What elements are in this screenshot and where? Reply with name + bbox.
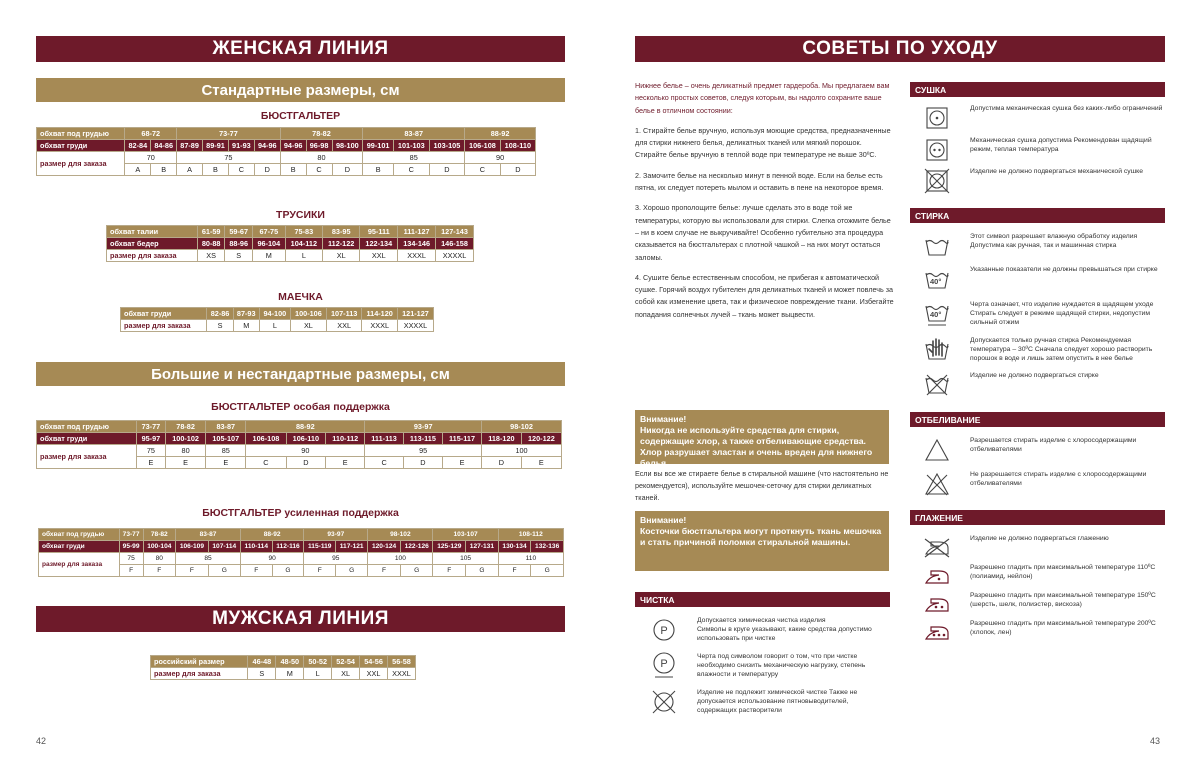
table-cell: 75 <box>136 445 165 457</box>
table-cell: 99-101 <box>363 140 394 152</box>
table-cell: F <box>240 565 272 577</box>
womens-line-title: ЖЕНСКАЯ ЛИНИЯ <box>36 36 565 62</box>
table-cell: XXXXL <box>397 320 433 332</box>
large-sizes-title: Большие и нестандартные размеры, см <box>36 362 565 386</box>
table-cell: 67-75 <box>252 226 285 238</box>
care-text: Разрешено гладить при максимальной температуре 200ºС (хлопок, лен) <box>970 620 1156 636</box>
wash-40-icon <box>918 265 956 293</box>
tumble-dry-icon <box>918 104 956 132</box>
table-header: размер для заказа <box>39 553 120 577</box>
table-cell: C <box>228 164 254 176</box>
table-cell: 106-109 <box>176 541 209 553</box>
table-cell: S <box>225 250 253 262</box>
care-item <box>918 619 1165 647</box>
care-text: Допускается только ручная стирка Рекомендуемая температура – 30ºС Сначала следует хорошо растворить порошок в воде и лишь затем опустить в нее белье <box>970 337 1153 362</box>
care-item <box>918 534 1165 562</box>
table-cell: C <box>365 457 404 469</box>
table-cell: 88-92 <box>465 128 536 140</box>
bra-special-title: БЮСТГАЛЬТЕР особая поддержка <box>211 401 390 413</box>
table-cell: 113-115 <box>403 433 442 445</box>
table-cell: 120-124 <box>368 541 401 553</box>
gentle-dry-clean-icon <box>645 652 683 680</box>
table-cell: 82-86 <box>207 308 233 320</box>
table-cell: F <box>433 565 466 577</box>
table-cell: 83-87 <box>206 421 246 433</box>
table-cell: 90 <box>465 152 536 164</box>
table-cell: 100 <box>368 553 433 565</box>
table-cell: 80 <box>166 445 206 457</box>
care-text: Механическая сушка допустима Рекомендован щадящий режим, теплая температура <box>970 137 1152 153</box>
table-cell: 68-72 <box>125 128 177 140</box>
table-cell: 85 <box>206 445 246 457</box>
table-cell: 120-122 <box>521 433 561 445</box>
table-cell: D <box>482 457 522 469</box>
table-cell: 78-82 <box>143 529 176 541</box>
table-cell: 95-97 <box>136 433 165 445</box>
table-cell: E <box>521 457 561 469</box>
table-cell: 48-50 <box>276 656 304 668</box>
table-cell: 112-122 <box>323 238 360 250</box>
table-cell: 88-92 <box>246 421 365 433</box>
table-cell: 96-98 <box>306 140 332 152</box>
table-cell: C <box>465 164 501 176</box>
care-text: Изделие не должно подвергаться стирке <box>970 372 1099 379</box>
table-cell: 96-104 <box>252 238 285 250</box>
table-cell: 117-121 <box>336 541 368 553</box>
table-cell: G <box>400 565 433 577</box>
table-header: размер для заказа <box>107 250 198 262</box>
table-cell: 100 <box>482 445 562 457</box>
tumble-dry-low-icon <box>918 136 956 164</box>
warning-underwire: Внимание! Косточки бюстгальтера могут проткнуть ткань мешочка и стать причиной поломки стиральной машины. <box>635 511 889 571</box>
table-cell: F <box>119 565 143 577</box>
care-text: Черта под символом говорит о том, что при чистке необходимо снизить механическую нагрузку, степень влажности и температуру <box>697 653 866 678</box>
table-cell: 103-107 <box>433 529 498 541</box>
table-cell: E <box>136 457 165 469</box>
table-row <box>39 553 564 565</box>
table-cell: B <box>203 164 229 176</box>
table-cell: 73-77 <box>177 128 281 140</box>
table-cell: F <box>143 565 176 577</box>
table-cell: 108-110 <box>500 140 535 152</box>
table-cell: 85 <box>176 553 241 565</box>
table-header: размер для заказа <box>121 320 207 332</box>
table-row <box>107 250 474 262</box>
care-text: Изделие не подлежит химической чистке Также не допускается использование пятновыводителей, содержащих растворители <box>697 689 858 714</box>
no-iron-icon <box>918 534 956 562</box>
table-cell: XS <box>197 250 225 262</box>
table-cell: XXL <box>326 320 362 332</box>
care-text: Разрешено гладить при максимальной температуре 150ºС (шерсть, шелк, полиэстер, вискоза) <box>970 592 1156 608</box>
cleaning-header: ЧИСТКА <box>635 592 890 607</box>
table-cell: G <box>208 565 240 577</box>
panties-size-table <box>106 225 474 262</box>
table-cell: 75-83 <box>285 226 322 238</box>
table-cell: 106-110 <box>286 433 326 445</box>
warning-chlorine: Внимание! Никогда не используйте средства для стирки, содержащие хлор, а также отбеливающие средства. Хлор разрушает эластан и очень вреден для нижнего белья. <box>635 410 889 464</box>
table-cell: 127-131 <box>466 541 499 553</box>
table-cell: 82-84 <box>125 140 151 152</box>
table-row <box>37 152 536 164</box>
table-cell: 80-88 <box>197 238 225 250</box>
care-text: Разрешено гладить при максимальной температуре 110ºС (полиамид, нейлон) <box>970 564 1156 580</box>
table-cell: 98-100 <box>332 140 363 152</box>
table-row <box>37 445 562 457</box>
table-header: обхват бедер <box>107 238 198 250</box>
table-cell: XXL <box>360 668 388 680</box>
table-cell: XXXL <box>362 320 398 332</box>
table-header: российский размер <box>151 656 248 668</box>
care-text: Этот символ разрешает влажную обработку изделия Допустима как ручная, так и машинная стирка <box>970 233 1138 249</box>
tip-paragraph: 3. Хорошо прополощите белье: лучше сделать это в воде той же температуры, которую вы использовали для стирки. Слегка отожмите белье – ни в коем случае не выкручивайте! Особенно губительно эта процедура сказывается на бюстгальтерах с плотной чашкой – на них могут остаться заломы. <box>635 203 891 262</box>
table-cell: 90 <box>240 553 303 565</box>
table-cell: 107-113 <box>326 308 362 320</box>
table-cell: G <box>272 565 304 577</box>
care-item <box>645 688 890 716</box>
table-cell: E <box>166 457 206 469</box>
care-item <box>918 167 1165 195</box>
table-cell: E <box>206 457 246 469</box>
care-text: Разрешается стирать изделие с хлоросодержащими отбеливателями <box>970 437 1137 453</box>
table-cell: G <box>531 565 564 577</box>
table-row <box>37 128 536 140</box>
table-cell: 73-77 <box>136 421 165 433</box>
table-row <box>37 140 536 152</box>
tip-paragraph: 2. Замочите белье на несколько минут в пенной воде. Если на белье есть пятна, их следует потереть мылом и оставить в пене на некоторое время. <box>635 170 884 193</box>
no-tumble-dry-icon <box>918 167 956 195</box>
table-cell: A <box>125 164 151 176</box>
table-cell: 88-92 <box>240 529 303 541</box>
care-item <box>918 232 1165 260</box>
care-item <box>918 300 1165 328</box>
table-cell: M <box>276 668 304 680</box>
table-cell: 70 <box>125 152 177 164</box>
table-cell: 83-87 <box>176 529 241 541</box>
table-row <box>107 238 474 250</box>
care-tips-title: СОВЕТЫ ПО УХОДУ <box>635 36 1165 62</box>
table-row <box>151 668 416 680</box>
care-item <box>645 616 890 644</box>
table-cell: 56-58 <box>388 656 416 668</box>
hand-wash-icon <box>918 336 956 364</box>
table-cell: 103-105 <box>429 140 465 152</box>
table-header: обхват под грудью <box>37 128 125 140</box>
care-item <box>645 652 890 680</box>
table-cell: 95-99 <box>119 541 143 553</box>
table-row <box>107 226 474 238</box>
table-cell: 146-158 <box>436 238 474 250</box>
table-cell: F <box>304 565 336 577</box>
table-cell: 61-59 <box>197 226 225 238</box>
bleach-triangle-icon <box>918 436 956 464</box>
dry-clean-p-icon <box>645 616 683 644</box>
care-item <box>918 470 1165 498</box>
table-cell: D <box>500 164 535 176</box>
table-cell: 111-127 <box>398 226 436 238</box>
table-cell: 115-117 <box>442 433 481 445</box>
table-cell: L <box>285 250 322 262</box>
table-cell: 100-104 <box>143 541 176 553</box>
table-cell: C <box>306 164 332 176</box>
table-cell: 89-91 <box>203 140 229 152</box>
table-cell: 84-86 <box>151 140 177 152</box>
table-cell: D <box>254 164 280 176</box>
care-item <box>918 563 1165 591</box>
table-cell: L <box>304 668 332 680</box>
iron-high-icon <box>918 619 956 647</box>
tip-paragraph: 4. Сушите белье естественным способом, не прибегая к автоматической сушке. Горячий воздух губителен для деликатных тканей и может повлечь за собой как изменение цвета, так и физическое повреждение ткани. Избегайте попадания солнечных лучей – ткань может выцвести. <box>635 272 894 319</box>
table-header: обхват талии <box>107 226 198 238</box>
mens-line-title: МУЖСКАЯ ЛИНИЯ <box>36 606 565 632</box>
washtub-icon <box>918 232 956 260</box>
no-bleach-icon <box>918 470 956 498</box>
table-cell: G <box>336 565 368 577</box>
svg-text:P: P <box>660 658 668 670</box>
table-cell: 105-107 <box>206 433 246 445</box>
table-cell: XXXL <box>388 668 416 680</box>
table-row <box>151 656 416 668</box>
machine-wash-note: Если вы все же стираете белье в стиральной машине (что настоятельно не рекомендуется), используйте мешочек-сеточку для стирки деликатных тканей. <box>635 469 889 502</box>
table-header: размер для заказа <box>37 445 137 469</box>
table-cell: 50-52 <box>304 656 332 668</box>
table-cell: 75 <box>119 553 143 565</box>
care-item <box>918 591 1165 619</box>
no-dry-clean-icon <box>645 688 683 716</box>
bra-reinforced-table <box>38 528 564 577</box>
table-cell: 112-116 <box>272 541 304 553</box>
table-cell: M <box>252 250 285 262</box>
table-cell: M <box>233 320 259 332</box>
table-cell: 100-106 <box>290 308 326 320</box>
table-row <box>39 529 564 541</box>
table-cell: D <box>403 457 442 469</box>
bleach-header: ОТБЕЛИВАНИЕ <box>910 412 1165 427</box>
table-cell: 52-54 <box>332 656 360 668</box>
care-text: Изделие не должно подвергаться механической сушке <box>970 168 1143 175</box>
table-cell: 94-96 <box>254 140 280 152</box>
table-cell: 94-96 <box>280 140 306 152</box>
intro-paragraph: Нижнее белье – очень деликатный предмет гардероба. Мы предлагаем вам несколько простых советов, следуя которым, вы надолго сохраните ваше белье в отличном состоянии: <box>635 81 890 115</box>
iron-low-icon <box>918 563 956 591</box>
table-row <box>37 433 562 445</box>
care-item <box>918 336 1165 364</box>
iron-medium-icon <box>918 591 956 619</box>
care-item <box>918 104 1165 132</box>
table-cell: 132-136 <box>531 541 564 553</box>
table-cell: 110 <box>498 553 563 565</box>
table-cell: 107-114 <box>208 541 240 553</box>
table-header: обхват под грудью <box>37 421 137 433</box>
table-row <box>37 421 562 433</box>
top-size-table <box>120 307 434 332</box>
table-cell: 104-112 <box>285 238 322 250</box>
table-cell: 46-48 <box>248 656 276 668</box>
table-cell: 105 <box>433 553 498 565</box>
table-cell: A <box>177 164 203 176</box>
table-cell: S <box>248 668 276 680</box>
table-cell: E <box>442 457 481 469</box>
table-cell: 122-126 <box>400 541 433 553</box>
table-cell: D <box>332 164 363 176</box>
care-item <box>918 265 1165 293</box>
care-text: Не разрешается стирать изделие с хлоросодержащими отбеливателями <box>970 471 1147 487</box>
table-cell: C <box>246 457 286 469</box>
table-cell: G <box>466 565 499 577</box>
washing-header: СТИРКА <box>910 208 1165 223</box>
care-text: Черта означает, что изделие нуждается в щадящем уходе Стирать следует в режиме щадящей стирки, недопустим сильный отжим <box>970 301 1154 326</box>
table-cell: 118-120 <box>482 433 522 445</box>
table-cell: 98-102 <box>482 421 562 433</box>
panties-title: ТРУСИКИ <box>276 209 325 221</box>
table-cell: 59-67 <box>225 226 253 238</box>
table-header: обхват груди <box>39 541 120 553</box>
table-cell: B <box>280 164 306 176</box>
table-cell: 78-82 <box>280 128 363 140</box>
table-cell: 127-143 <box>436 226 474 238</box>
standard-sizes-title: Стандартные размеры, см <box>36 78 565 102</box>
table-cell: F <box>176 565 209 577</box>
table-cell: F <box>368 565 401 577</box>
care-item <box>918 136 1165 164</box>
wash-temp-label: 40° <box>930 310 942 319</box>
wash-40-gentle-icon <box>918 300 956 328</box>
table-cell: 88-96 <box>225 238 253 250</box>
table-cell: 87-89 <box>177 140 203 152</box>
table-cell: 114-120 <box>362 308 398 320</box>
table-cell: F <box>498 565 531 577</box>
table-cell: 106-108 <box>246 433 286 445</box>
table-cell: 90 <box>246 445 365 457</box>
table-header: обхват груди <box>37 140 125 152</box>
table-cell: 54-56 <box>360 656 388 668</box>
table-cell: 121-127 <box>397 308 433 320</box>
table-cell: B <box>151 164 177 176</box>
mens-size-table <box>150 655 416 680</box>
care-item <box>918 436 1165 464</box>
table-cell: C <box>394 164 430 176</box>
table-header: обхват груди <box>37 433 137 445</box>
table-cell: 106-108 <box>465 140 501 152</box>
care-intro <box>635 80 895 329</box>
page-number-right: 43 <box>1150 736 1161 746</box>
top-title: МАЕЧКА <box>278 291 323 303</box>
table-row <box>121 320 434 332</box>
table-cell: 95 <box>304 553 368 565</box>
table-cell: D <box>429 164 465 176</box>
table-cell: 115-119 <box>304 541 336 553</box>
table-cell: 95-111 <box>360 226 398 238</box>
table-cell: 122-134 <box>360 238 398 250</box>
table-cell: E <box>326 457 365 469</box>
table-cell: 75 <box>177 152 281 164</box>
table-cell: 95 <box>365 445 482 457</box>
table-cell: 80 <box>280 152 363 164</box>
svg-text:P: P <box>660 625 668 637</box>
ironing-header: ГЛАЖЕНИЕ <box>910 510 1165 525</box>
bra-size-table <box>36 127 536 176</box>
page-number-left: 42 <box>36 736 47 746</box>
table-cell: XXXL <box>398 250 436 262</box>
bra-special-table <box>36 420 562 469</box>
table-cell: B <box>363 164 394 176</box>
care-item <box>918 371 1165 399</box>
table-cell: 130-134 <box>498 541 531 553</box>
table-cell: 83-95 <box>323 226 360 238</box>
table-cell: 110-112 <box>326 433 365 445</box>
table-cell: XL <box>332 668 360 680</box>
table-cell: XXL <box>360 250 398 262</box>
table-cell: XL <box>323 250 360 262</box>
table-cell: 94-100 <box>259 308 290 320</box>
table-cell: 98-102 <box>368 529 433 541</box>
care-text: Указанные показатели не должны превышаться при стирке <box>970 266 1158 273</box>
table-cell: 108-112 <box>498 529 563 541</box>
table-cell: 134-146 <box>398 238 436 250</box>
table-cell: XXXXL <box>436 250 474 262</box>
table-cell: D <box>286 457 326 469</box>
wash-temp-label: 40° <box>930 277 942 286</box>
table-header: обхват под грудью <box>39 529 120 541</box>
table-header: размер для заказа <box>37 152 125 176</box>
table-cell: S <box>207 320 233 332</box>
table-cell: 73-77 <box>119 529 143 541</box>
table-cell: 85 <box>363 152 465 164</box>
bra-title: БЮСТГАЛЬТЕР <box>260 110 341 122</box>
care-text: Изделие не должно подвергаться глажению <box>970 535 1109 542</box>
table-cell: 80 <box>143 553 176 565</box>
table-row <box>121 308 434 320</box>
table-header: обхват груди <box>121 308 207 320</box>
table-cell: 78-82 <box>166 421 206 433</box>
table-cell: 83-87 <box>363 128 465 140</box>
table-header: размер для заказа <box>151 668 248 680</box>
table-cell: 93-97 <box>304 529 368 541</box>
table-cell: 110-114 <box>240 541 272 553</box>
table-cell: 93-97 <box>365 421 482 433</box>
table-cell: L <box>259 320 290 332</box>
table-cell: 91-93 <box>228 140 254 152</box>
tip-paragraph: 1. Стирайте белье вручную, используя моющие средства, предназначенные для стирки нижнего белья, деликатных тканей или мягкий порошок. Стирайте белье вручную в теплой воде при температуре не выше 30ºС. <box>635 125 891 160</box>
care-text: Допустима механическая сушка без каких-либо ограничений <box>970 105 1163 112</box>
drying-header: СУШКА <box>910 82 1165 97</box>
table-row <box>39 541 564 553</box>
care-text: Допускается химическая чистка изделия Символы в круге указывают, какие средства допустимо использовать при чистке <box>697 617 872 642</box>
table-cell: 87-93 <box>233 308 259 320</box>
table-cell: XL <box>290 320 326 332</box>
table-cell: 125-129 <box>433 541 466 553</box>
table-cell: 101-103 <box>394 140 430 152</box>
do-not-wash-icon <box>918 371 956 399</box>
table-cell: 100-102 <box>166 433 206 445</box>
table-cell: 111-113 <box>365 433 404 445</box>
bra-reinforced-title: БЮСТГАЛЬТЕР усиленная поддержка <box>202 507 399 519</box>
